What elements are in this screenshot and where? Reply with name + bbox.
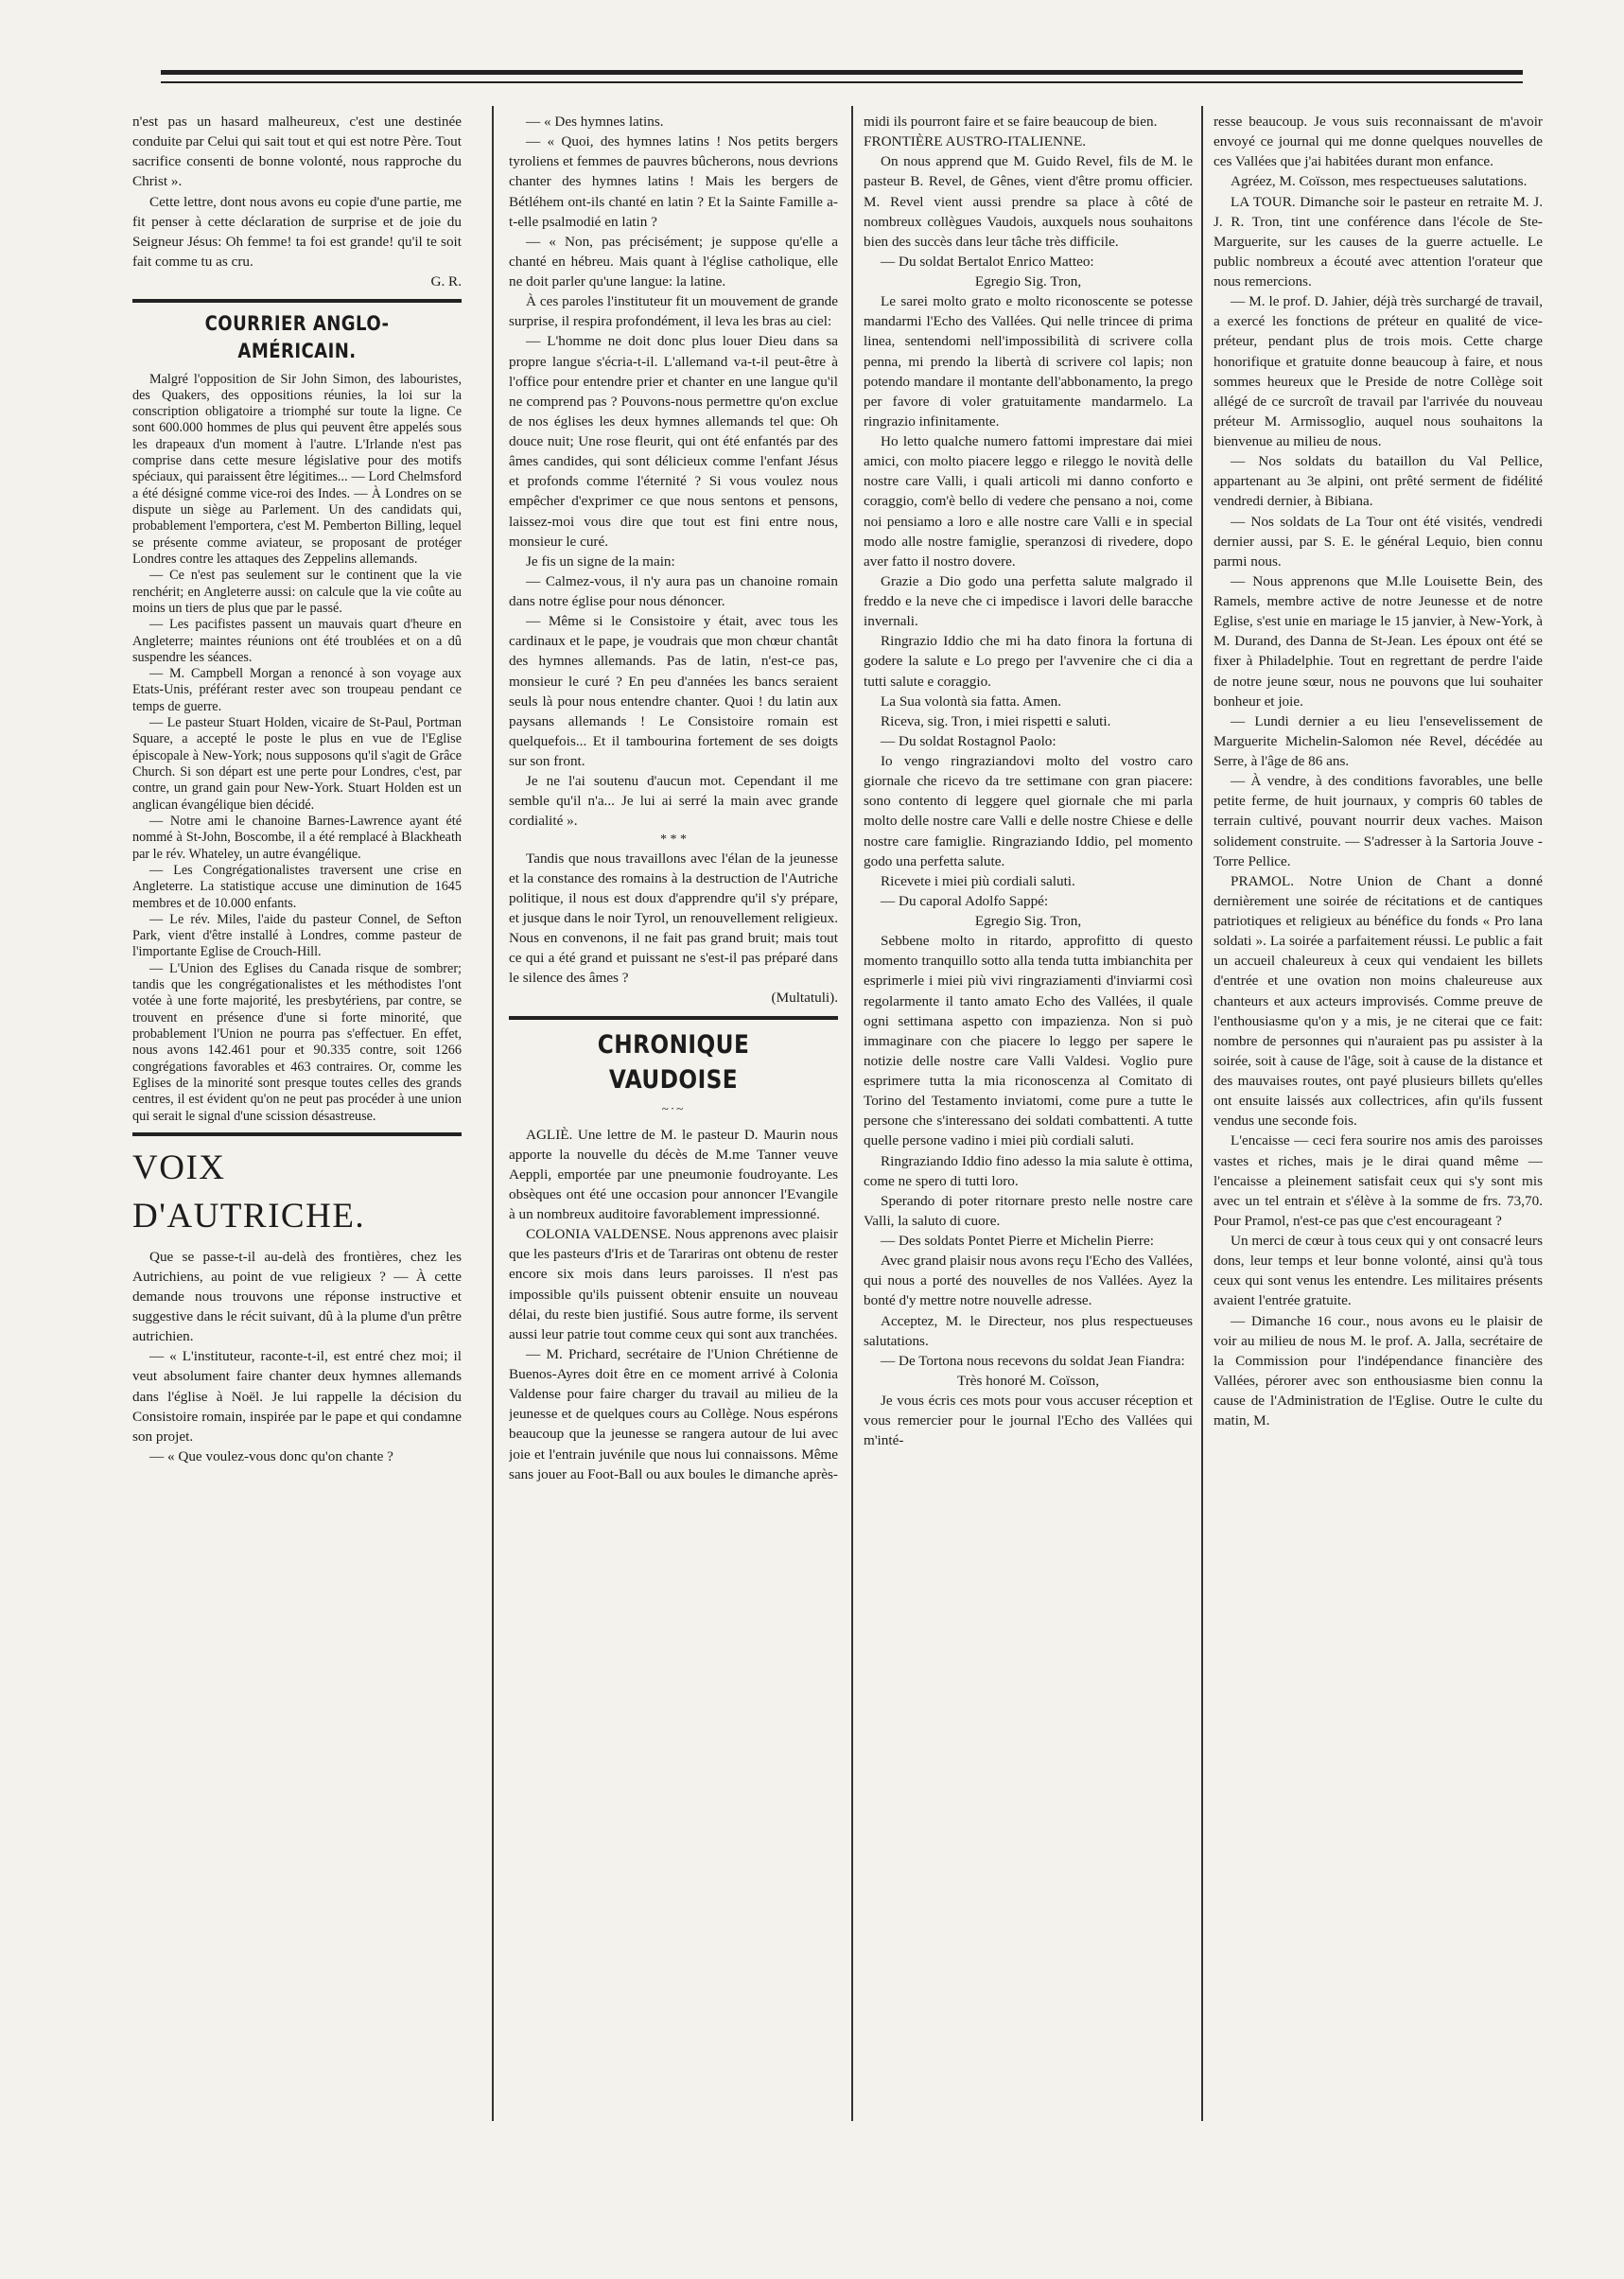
news-item: L'encaisse — ceci fera sourire nos amis des paroisses vastes et riches, mais je le dirai quand même — l'encaisse a pleinement satisfait ceux qui s'y sont mis avec un tel entrain et s'élève à la somme de frs. 73,70. Pour Pramol, n'est-ce pas que c'est encourageant ? bbox=[1214, 1132, 1543, 1229]
letter-paragraph: Ringrazio Iddio che mi ha dato finora la fortuna di godere la salute e Lo prego per l'avvenire che ci dia a tutti salute e coraggio. bbox=[864, 633, 1193, 690]
section-rule bbox=[509, 1016, 838, 1020]
dialogue-line: — « Non, pas précisément; je suppose qu'elle a chanté en hébreu. Mais quant à l'église catholique, elle ne doit parler qu'une langue: la latine. bbox=[509, 233, 838, 289]
letter-paragraph: La Sua volontà sia fatta. Amen. bbox=[881, 692, 1062, 710]
section-title-voix: VOIX D'AUTRICHE. bbox=[132, 1148, 366, 1236]
letter-paragraph: Agréez, M. Coïsson, mes respectueuses salutations. bbox=[1231, 173, 1528, 190]
section-title-chronique: CHRONIQUE VAUDOISE bbox=[597, 1029, 750, 1096]
letter-source: — Du caporal Adolfo Sappé: bbox=[881, 892, 1049, 909]
letter-continuation: resse beaucoup. Je vous suis reconnaissant de m'avoir envoyé ce journal qui me donne quelques nouvelles de ces Vallées que j'ai habitées durant mon enfance. bbox=[1214, 114, 1543, 170]
letter-salutation: Egregio Sig. Tron, bbox=[974, 913, 1082, 929]
letter-paragraph: Ho letto qualche numero fattomi imprestare dai miei amici, con molto piacere leggo e rileggo le novità delle nostre care Valli, i quali articoli mi danno conforto e coraggio, com'è bello di vedere che pensano a noi, come noi pensiamo a loro e alle nostre care Valli e in special modo alle nostre famiglie, speranzosi di rivedere, dopo aver fatto il nostro dovere. bbox=[864, 433, 1193, 570]
article-continuation: n'est pas un hasard malheureux, c'est une destinée conduite par Celui qui sait tout et qui est notre Père. Tout sacrifice consenti de bonne volonté, nous rapproche du Christ ». bbox=[132, 114, 462, 190]
top-double-rule bbox=[161, 70, 1523, 83]
letter-paragraph: Ricevete i miei più cordiali saluti. bbox=[881, 872, 1075, 889]
news-item: AGLIÈ. Une lettre de M. le pasteur D. Maurin nous apporte la nouvelle du décès de M.me Tanner veuve Aeppli, emportée par une pneumonie foudroyante. Les obsèques ont été une occasion pour annoncer l'Evangile à un nombreux auditoire favorablement impressionné. bbox=[509, 1126, 838, 1223]
letter-paragraph: Je vous écris ces mots pour vous accuser réception et vous remercier pour le journal l'Echo des Vallées qui m'inté- bbox=[864, 1393, 1193, 1449]
news-item: — Ce n'est pas seulement sur le continent que la vie renchérit; en Angleterre aussi: on calcule que la vie coûte au moins un tiers de plus que par le passé. bbox=[132, 568, 462, 616]
letter-paragraph: Ringraziando Iddio fino adesso la mia salute è ottima, come ne spero di tutti loro. bbox=[864, 1152, 1193, 1189]
letter-paragraph: Grazie a Dio godo una perfetta salute malgrado il freddo e la neve che ci impedisce i lavori delle baracche invernali. bbox=[864, 572, 1193, 630]
news-item: — M. le prof. D. Jahier, déjà très surchargé de travail, a exercé les fonctions de préteur en qualité de vice-préteur, pendant plus de trois mois. Cette charge honorifique et gratuite donne beaucoup à faire, et nous sommes heureux que le Preside de notre Collège soit allégé de ce surcroît de travail par l'arrivée du nouveau préteur M. Armissoglio, auquel nous souhaitons la bienvenue au milieu de nous. bbox=[1214, 293, 1543, 449]
letter-source: — Du soldat Bertalot Enrico Matteo: bbox=[881, 253, 1094, 270]
news-item: LA TOUR. Dimanche soir le pasteur en retraite M. J. J. R. Tron, tint une conférence dans l'école de Ste-Marguerite, sur les causes de la guerre actuelle. Le public nombreux a écouté avec attention l'orateur que nous remercions. bbox=[1214, 193, 1543, 289]
section-title-frontiere: FRONTIÈRE AUSTRO-ITALIENNE. bbox=[864, 133, 1087, 150]
news-item: — À vendre, à des conditions favorables, une belle petite ferme, de huit journaux, y compris 60 tables de terrain cultivé, pouvant nourrir deux vaches. Maison solidement construite. — S'adresser à la Sartoria Jouve - Torre Pellice. bbox=[1214, 773, 1543, 869]
dialogue-line: — « Des hymnes latins. bbox=[526, 114, 664, 130]
news-item: COLONIA VALDENSE. Nous apprenons avec plaisir que les pasteurs d'Iris et de Tarariras ont obtenu de rester encore six mois dans leurs paroisses. Il n'est pas impossible qu'ils puissent obtenir ensuite un nouveau délai, du reste bien justifié. Sous autre forme, ils servent aussi leur patrie tout comme ceux qui sont aux tranchées. bbox=[509, 1226, 838, 1342]
letter-paragraph: Avec grand plaisir nous avons reçu l'Echo des Vallées, qui nous a porté des nouvelles de nos Vallées. Ayez la bonté d'y mettre notre nouvelle adresse. bbox=[864, 1253, 1193, 1309]
news-item: — Dimanche 16 cour., nous avons eu le plaisir de voir au milieu de nous M. le prof. A. Jalla, secrétaire de la Commission pour l'indépendance financière des Vallées, pérorer avec son enthousiasme bien connu la cause de l'Administration de l'Eglise. Outre le culte du matin, M. bbox=[1214, 1312, 1543, 1429]
news-item: On nous apprend que M. Guido Revel, fils de M. le pasteur B. Revel, de Gênes, vient d'être promu officier. M. Revel vient aussi prendre sa place à côté de nombreux collègues Vaudois, auxquels nous souhaitons bien des succès dans leur tâche très difficile. bbox=[864, 153, 1193, 250]
news-item: — Nous apprenons que M.lle Louisette Bein, des Ramels, membre active de notre Jeunesse et de notre Eglise, s'est unie en mariage le 15 janvier, à New-York, à M. Durand, des Danna de St-Jean. Les époux ont été se fixer à Philadelphie. Tout en regrettant de perdre l'aide de notre jeune sœur, nous ne pouvons que lui souhaiter bonheur et joie. bbox=[1214, 572, 1543, 710]
dialogue-line: — Calmez-vous, il n'y aura pas un chanoine romain dans notre église pour nous dénoncer. bbox=[509, 572, 838, 609]
letter-paragraph: Sperando di poter ritornare presto nelle nostre care Valli, la saluto di cuore. bbox=[864, 1192, 1193, 1229]
news-item: PRAMOL. Notre Union de Chant a donné dernièrement une soirée de récitations et de cantiques patriotiques et religieux au bénéfice du fonds « Pro lana soldati ». La soirée a parfaitement réussi. Le public a fait un accueil chaleureux à ceux qui vendaient les billets d'entrée et une ovation non moins chaleureuse aux chanteurs et aux acteurs improvisés. Comme preuve de l'enthousiasme qu'on y a mis, je ne citerai que ce fait: nombre de personnes qui n'auraient pas pu assister à la soirée, soit à cause de l'âge, soit à cause de la distance et des mauvaises routes, ont payé plusieurs billets qu'elles ont ensuite laissés aux collectrices, afin qu'ils fussent vendus une seconde fois. bbox=[1214, 872, 1543, 1130]
column-divider bbox=[851, 106, 853, 2121]
section-rule bbox=[132, 1132, 462, 1136]
news-item: — L'Union des Eglises du Canada risque de sombrer; tandis que les congrégationalistes et les méthodistes l'ont votée à une forte majorité, les presbytériens, par contre, se trouvent en présence d'une si forte minorité, que probablement l'Union ne pourra pas s'effectuer. En effet, nous avons 142.461 pour et 90.335 contre, soit 1266 congrégations favorables et 463 contraires. Or, comme les Eglises de la minorité sont presque toutes celles des grands centres, il est évident qu'on ne peut pas procéder à une union qui serait le signal d'une scission désastreuse. bbox=[132, 960, 462, 1124]
news-item: — Lundi dernier a eu lieu l'ensevelissement de Marguerite Michelin-Salomon née Revel, décédée au Serre, à l'âge de 86 ans. bbox=[1214, 712, 1543, 769]
article-paragraph: Que se passe-t-il au-delà des frontières, chez les Autrichiens, au point de vue religieux ? — À cette demande nous trouvons une réponse instructive et suggestive dans le récit suivant, dû à la plume d'un prêtre autrichien. bbox=[132, 1248, 462, 1345]
news-item: Malgré l'opposition de Sir John Simon, des labouristes, des Quakers, des oppositions réunies, la loi sur la conscription obligatoire a triomphé sur toute la ligne. Ce sont 600.000 hommes de plus qui peuvent être appelés sous les drapeaux d'un moment à l'autre. L'Irlande n'est pas comprise dans cette mesure législative pour des motifs spéciaux, qui paraissent être légitimes... — Lord Chelmsford a été désigné comme vice-roi des Indes. — À Londres on se dispute un siège au Parlement. Un des candidats qui, probablement l'emportera, c'est M. Pemberton Billing, lequel se présente comme aviateur, se proposant de protéger Londres contre les attaques des Zeppelins allemands. bbox=[132, 371, 462, 567]
column-divider bbox=[1201, 106, 1203, 2121]
section-asterism: * * * bbox=[660, 832, 687, 847]
letter-source: — Des soldats Pontet Pierre et Michelin Pierre: bbox=[881, 1233, 1154, 1249]
news-item: — Les Congrégationalistes traversent une crise en Angleterre. La statistique accuse une diminution de 1645 membres et de 10.000 enfants. bbox=[132, 862, 462, 911]
letter-paragraph: Le sarei molto grato e molto riconoscente se potesse mandarmi l'Echo des Vallées. Qui nelle trincee di prima linea, sentendomi nell'impossibilità di scrivere colla penna, mi prendo la libertà di scrivere col lapis; non potendo mandare il montante dell'abbonamento, la prego per favore di voler gratuitamente mandarmelo. La ringrazio infinitamente. bbox=[864, 293, 1193, 430]
article-conclusion: Tandis que nous travaillons avec l'élan de la jeunesse et la constance des romains à la destruction de l'Autriche politique, il nous est doux d'apprendre qu'il s'y prépare, et jusque dans le noir Tyrol, un renouvellement religieux. Nous en convenons, il ne fait pas grand bruit; mais tout ce qui a été grand et puissant ne s'est-il pas préparé dans le silence des âmes ? bbox=[509, 850, 838, 987]
letter-source: — De Tortona nous recevons du soldat Jean Fiandra: bbox=[881, 1352, 1185, 1369]
dialogue-line: — « Quoi, des hymnes latins ! Nos petits bergers tyroliens et femmes de pauvres bûcherons, nous devrions chanter des hymnes latins ! Mais les bergers de Bétléhem ont-ils chanté en latin ? Et la Sainte Famille a-t-elle psalmodié en latin ? bbox=[509, 133, 838, 230]
news-item: — Nos soldats de La Tour ont été visités, vendredi dernier aussi, par S. E. le général Lequio, bien connu parmi nous. bbox=[1214, 513, 1543, 570]
section-title-courrier: COURRIER ANGLO-AMÉRICAIN. bbox=[204, 312, 390, 363]
dialogue-line: — L'homme ne doit donc plus louer Dieu dans sa propre langue s'écria-t-il. L'allemand va-t-il peut-être à l'office pour entendre prier et chanter en une langue qu'il ne comprend pas ? Pouvons-nous permettre qu'on exclue de nos églises les deux hymnes allemands tel que: Oh douce nuit; Une rose fleurit, qui ont été enfantés par des âmes candides, qui sont délicieux comme l'enfant Jésus et profonds comme l'éternité ? Si vous voulez nous empêcher d'exprimer ce que nous sentons et pensons, laissez-moi vous dire que tout est fini entre nous, monsieur le curé. bbox=[509, 333, 838, 550]
article-paragraph: — « Que voulez-vous donc qu'on chante ? bbox=[149, 1447, 393, 1464]
news-item: — M. Campbell Morgan a renoncé à son voyage aux Etats-Unis, préférant rester avec son troupeau pendant ce temps de guerre. bbox=[132, 666, 462, 714]
dialogue-line: — Même si le Consistoire y était, avec tous les cardinaux et le pape, je voudrais que mon chœur chantât des hymnes allemands. Pas de latin, n'est-ce pas, monsieur le curé ? En peu d'années les bancs seraient seuls là pour nous entendre chanter. Quoi ! du latin aux paysans allemands ! Le Consistoire romain est quelquefois... Et il tambourina fortement de ses doigts sur son front. bbox=[509, 613, 838, 769]
decorative-flourish: ~·~ bbox=[661, 1100, 686, 1115]
letter-salutation: Egregio Sig. Tron, bbox=[974, 273, 1082, 289]
letter-paragraph: Io vengo ringraziandovi molto del vostro caro giornale che ricevo da tre settimane con gran piacere: sono contento di leggere quel giornale che mi parla molto delle nostre care Valli e delle nostre Chiese e delle nostre care famiglie. Ringraziando Iddio, pel momento godo una perfetta salute. bbox=[864, 753, 1193, 869]
column-3 bbox=[864, 112, 1193, 2155]
letter-source: — Du soldat Rostagnol Paolo: bbox=[881, 732, 1056, 749]
article-paragraph: Cette lettre, dont nous avons eu copie d'une partie, me fit penser à cette déclaration de surprise et de joie du Seigneur Jésus: Oh femme! ta foi est grande! qu'il te soit fait comme tu as cru. bbox=[132, 193, 462, 270]
courrier-body bbox=[132, 372, 462, 1125]
letter-salutation: Très honoré M. Coïsson, bbox=[956, 1372, 1100, 1389]
column-1 bbox=[132, 112, 462, 2155]
column-2 bbox=[509, 112, 838, 2155]
letter-paragraph: Acceptez, M. le Directeur, nos plus respectueuses salutations. bbox=[864, 1312, 1193, 1349]
article-signature: G. R. bbox=[430, 273, 462, 289]
news-item: Un merci de cœur à tous ceux qui y ont consacré leurs dons, leur temps et leur bonne volonté, ainsi qu'à tous ceux qui sont venus les entendre. Les militaires présents avaient l'entrée gratuite. bbox=[1214, 1233, 1543, 1309]
news-item: — Le pasteur Stuart Holden, vicaire de St-Paul, Portman Square, a accepté le poste le plus en vue de l'Eglise épiscopale à New-York; nous supposons qu'il s'agit de Grâce Church. Si son départ est une perte pour Londres, c'est, par contre, un grand gain pour New-York. Stuart Holden est un anglican évangélique bien décidé. bbox=[132, 715, 462, 813]
news-item: — Le rév. Miles, l'aide du pasteur Connel, de Sefton Park, vient d'être installé à Londres, comme pasteur de l'importante Eglise de Crouch-Hill. bbox=[132, 911, 462, 960]
column-divider bbox=[492, 106, 494, 2121]
letter-paragraph: Sebbene molto in ritardo, approfitto di questo momento tranquillo sotto alla tenda tutta imbianchita per esprimerle i miei più vivi ringraziamenti d'inviarmi così regolarmente il tanto amato Echo des Vallées, il quale ogni settimana aspetto con impazienza. Non si può immaginare con che piacere lo leggo per sapere le notizie delle nostre care Valli Valdesi. Voglio pure esprimere tutta la mia riconoscenza al Comitato di Torino del Testamento inviatomi, come pure a tutte le persone che s'interessano dei soldati combattenti. A tutte quelle persone vadino i miei più cordiali saluti. bbox=[864, 933, 1193, 1149]
column-4 bbox=[1214, 112, 1543, 2155]
news-item: — Notre ami le chanoine Barnes-Lawrence ayant été nommé à St-John, Boscombe, il a été remplacé à Blackheath par le rév. Whateley, un autre évangélique. bbox=[132, 813, 462, 862]
news-item: — Nos soldats du bataillon du Val Pellice, appartenant au 3e alpini, ont prêté serment de fidélité vendredi dernier, à Bibiana. bbox=[1214, 453, 1543, 510]
dialogue-line: À ces paroles l'instituteur fit un mouvement de grande surprise, il respira profondément, il leva les bras au ciel: bbox=[509, 293, 838, 330]
letter-paragraph: Riceva, sig. Tron, i miei rispetti e saluti. bbox=[881, 712, 1111, 729]
article-author: (Multatuli). bbox=[771, 990, 838, 1007]
dialogue-line: Je ne l'ai soutenu d'aucun mot. Cependant il me semble qu'il n'a... Je lui ai serré la main avec grande cordialité ». bbox=[509, 773, 838, 830]
article-continuation: midi ils pourront faire et se faire beaucoup de bien. bbox=[864, 114, 1158, 130]
dialogue-line: Je fis un signe de la main: bbox=[526, 552, 675, 570]
article-paragraph: — « L'instituteur, raconte-t-il, est entré chez moi; il veut absolument faire chanter deux hymnes allemands dans l'église à Noël. Je lui rappelle la décision du Consistoire romain, inspirée par le pape et qui condamne son projet. bbox=[132, 1348, 462, 1445]
section-rule bbox=[132, 299, 462, 303]
news-item: — Les pacifistes passent un mauvais quart d'heure en Angleterre; maintes réunions ont été troublées et on a dû suspendre les séances. bbox=[132, 617, 462, 665]
news-item: — M. Prichard, secrétaire de l'Union Chrétienne de Buenos-Ayres doit être en ce moment arrivé à Colonia Valdense pour faire charger du travail au milieu de la jeunesse et de quelques cours au Collège. Nous espérons beaucoup que la jeunesse se rangera autour de lui avec joie et l'entrain juvénile que nous lui connaissons. Même sans jouer au Foot-Ball ou aux boules le dimanche après- bbox=[509, 1345, 838, 1482]
